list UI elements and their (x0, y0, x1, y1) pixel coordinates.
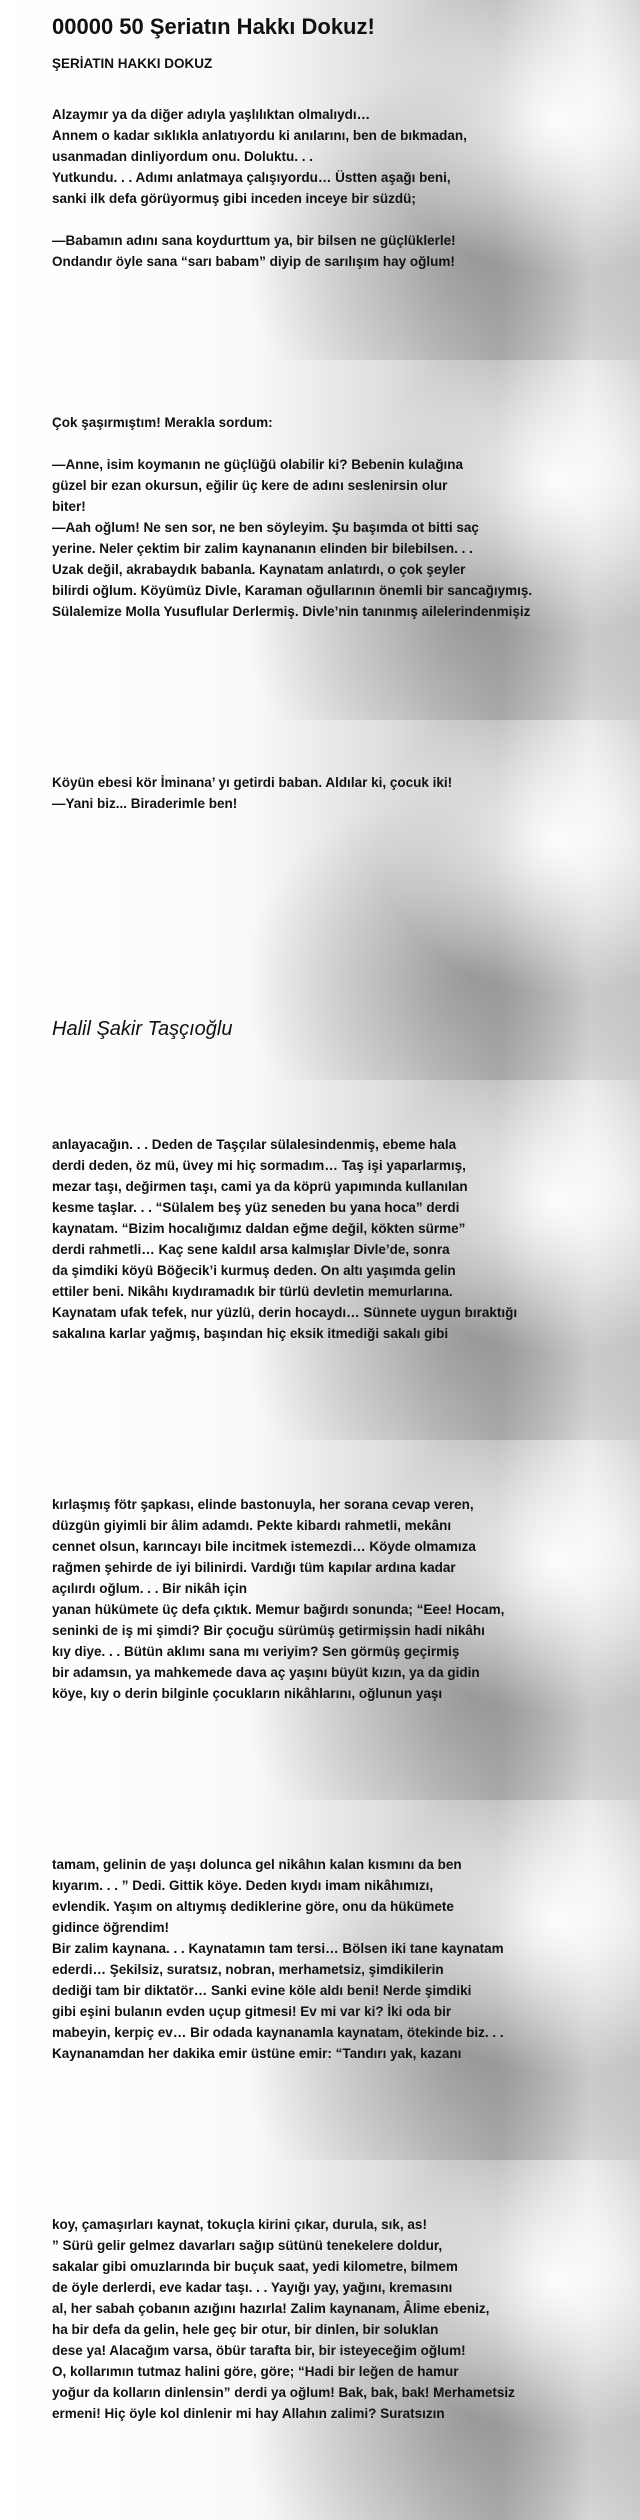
text-panel-4 (0, 1080, 640, 1440)
text-panel-6 (0, 1800, 640, 2160)
panel-text-7: koy, çamaşırları kaynat, tokuçla kirini çıkar, durula, sık, as! ” Sürü gelir gelmez davarları sağıp sütünü tenekelere doldur, sakalar gibi omuzlarında bir buçuk saat, yedi kilometre, bilmem de öyle derlerdi, eve kadar taşı. . . Yayığı yay, yağını, kremasını al, her sabah çobanın azığını hazırla! Zalim kaynanam, Âlime ebeniz, ha bir defa da gelin, hele geç bir otur, bir dinlen, bir soluklan dese ya! Alacağım varsa, öbür tarafta bir, bir isteyeceğim oğlum! O, kollarımın tutmaz halini göre, göre; “Hadi bir leğen de hamur yoğur da kolların dinlensin” derdi ya oğlum! Bak, bak, bak! Merhametsiz ermeni! Hiç öyle kol dinlenir mi hay Allahın zalimi? Suratsızın (52, 2217, 515, 2421)
text-panel-7 (0, 2160, 640, 2520)
panel-text-6: tamam, gelinin de yaşı dolunca gel nikâhın kalan kısmını da ben kıyarım. . . ” Dedi. Gittik köye. Deden kıydı imam nikâhımızı, evlendik. Yaşım on altıymış dediklerine göre, onu da hükümete gidince öğrendim! Bir zalim kaynana. . . Kaynatamın tam tersi… Bölsen iki tane kaynatam ederdi… Şekilsiz, suratsız, nobran, merhametsiz, şimdikilerin dediği tam bir diktatör… Sanki evine köle aldı beni! Nerde şimdiki gibi eşini bulanın evden uçup gitmesi! Ev mi var ki? İki oda bir mabeyin, kerpiç ev… Bir odada kaynanamla kaynatam, ötekinde biz. . . Kaynanamdan her dakika emir üstüne emir: “Tandırı yak, kazanı (52, 1857, 504, 2061)
text-panel-3 (0, 720, 640, 1080)
document-title: 00000 50 Şeriatın Hakkı Dokuz! (52, 14, 375, 39)
text-panel-5 (0, 1440, 640, 1800)
document-subtitle: ŞERİATIN HAKKI DOKUZ (52, 56, 213, 71)
author-name: Halil Şakir Taşçıoğlu (52, 1018, 233, 1040)
panel-text-1: Alzaymır ya da diğer adıyla yaşlılıktan olmalıydı… Annem o kadar sıklıkla anlatıyordu ki anılarını, ben de bıkmadan, usanmadan dinliyordum onu. Doluktu. . . Yutkundu. . . Adımı anlatmaya çalışıyordu… Üstten aşağı beni, sanki ilk defa görüyormuş gibi inceden inceye bir süzdü; —Babamın adını sana koydurttum ya, bir bilsen ne güçlüklerle! Ondandır öyle sana “sarı babam” diyip de sarılışım hay oğlum! (52, 107, 467, 269)
text-panel-2 (0, 360, 640, 720)
text-panel-1 (0, 0, 640, 360)
panel-text-2: Çok şaşırmıştım! Merakla sordum: —Anne, isim koymanın ne güçlüğü olabilir ki? Bebenin kulağına güzel bir ezan okursun, eğilir üç kere de adını seslenirsin olur biter! —Aah oğlum! Ne sen sor, ne ben söyleyim. Şu başımda ot bitti saç yerine. Neler çektim bir zalim kaynananın elinden bir bilebilsen. . . Uzak değil, akrabaydık babanla. Kaynatam anlatırdı, o çok şeyler bilirdi oğlum. Köyümüz Divle, Karaman oğullarının önemli bir sancağıymış. Sülalemize Molla Yusuflular Derlermiş. Divle’nin tanınmış ailelerindenmişiz (52, 415, 533, 619)
panel-text-5: kırlaşmış fötr şapkası, elinde bastonuyla, her sorana cevap veren, düzgün giyimli bir âlim adamdı. Pekte kibardı rahmetli, mekânı cennet olsun, karıncayı bile incitmek istemezdi… Köyde olmamıza rağmen şehirde de iyi bilinirdi. Vardığı tüm kapılar ardına kadar açılırdı oğlum. . . Bir nikâh için yanan hükümete üç defa çıktık. Memur bağırdı sonunda; “Eee! Hocam, seninki de iş mi şimdi? Bir çocuğu sürümüş getirmişsin hadi nikâhı kıy diye. . . Bütün aklımı sana mı veriyim? Sen görmüş geçirmiş bir adamsın, ya mahkemede dava aç yaşını büyüt kızın, ya da gidin köye, kıy o derin bilginle çocukların nikâhlarını, oğlunun yaşı (52, 1497, 505, 1701)
panel-text-3: Köyün ebesi kör İminana’ yı getirdi baban. Aldılar ki, çocuk iki! —Yani biz... Biraderimle ben! (52, 775, 453, 811)
panel-text-4: anlayacağın. . . Deden de Taşçılar sülalesindenmiş, ebeme hala derdi deden, öz mü, üvey mi hiç sormadım… Taş işi yaparlarmış, mezar taşı, değirmen taşı, cami ya da köprü yapımında kullanılan kesme taşlar. . . “Sülalem beş yüz seneden bu yana hoca” derdi kaynatam. “Bizim hocalığımız daldan eğme değil, kökten sürme” derdi rahmetli… Kaç sene kaldıl arsa kalmışlar Divle’de, sonra da şimdiki köyü Böğecik’i kurmuş deden. On altı yaşımda gelin ettiler beni. Nikâhı kıydıramadık bir türlü devletin memurlarına. Kaynatam ufak tefek, nur yüzlü, derin hocaydı… Sünnete uygun bıraktığı sakalına karlar yağmış, başından hiç eksik itmediği sakalı gibi (52, 1137, 518, 1341)
